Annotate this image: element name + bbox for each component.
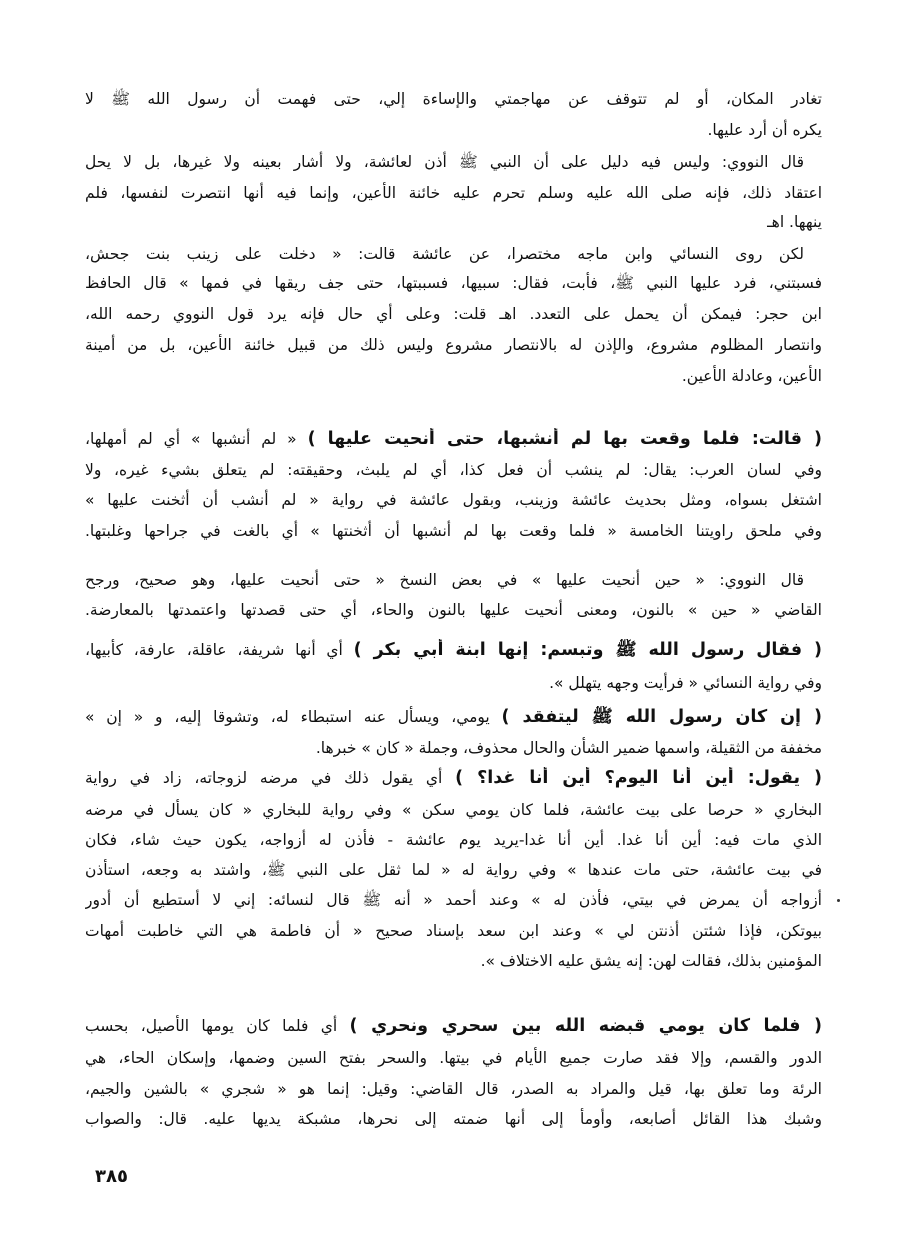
text-line: ابن حجر: فيمكن أن يحمل على التعدد. اهـ قلت: وعلى أي حال فإنه يرد قول النووي رحمه الله، bbox=[85, 305, 822, 323]
text-line: اشتغل بسواه، ومثل بحديث عائشة وزينب، وبقول عائشة في رواية « لم أنشب أن أثخنت عليها » bbox=[85, 491, 822, 509]
text-line: اعتقاد ذلك، فإنه صلى الله عليه وسلم تحرم عليه خائنة الأعين، وإنما فيه أنها انتصرت لنفسها، فلم bbox=[85, 184, 822, 202]
text-line: القاضي « حين » بالنون، ومعنى أنحيت عليها بالنون والحاء، أي حتى قصدتها واعتمدتها بالمعارضة. bbox=[85, 601, 822, 619]
text-line: فسبتني، فرد عليها النبي ﷺ، فأبت، فقال: سبيها، فسببتها، حتى جف ريقها في فمها » قال الحافظ bbox=[85, 274, 822, 292]
text-line: البخاري « حرصا على بيت عائشة، فلما كان يومي سكن » وفي رواية للبخاري « كان يسأل في مرضه bbox=[85, 801, 822, 819]
hadith-quote: ( قالت: فلما وقعت بها لم أنشبها، حتى أنحيت عليها ) bbox=[307, 429, 822, 449]
text-line: تغادر المكان، أو لم تتوقف عن مهاجمتي والإساءة إلي، حتى فهمت أن رسول الله ﷺ لا bbox=[85, 90, 822, 108]
hadith-quote: ( فلما كان يومي قبضه الله بين سحري ونحري ) bbox=[349, 1016, 822, 1036]
text-line: المؤمنين بذلك، فقالت لهن: إنه يشق عليه الاختلاف ». bbox=[480, 952, 822, 970]
text-line: الدور والقسم، وإلا فقد صارت جميع الأيام في بيتها. والسحر بفتح السين وضمها، وإسكان الحاء، هي bbox=[85, 1049, 822, 1067]
text-line: بيوتكن، فإذا شئتن أذنتن لي » وعند ابن سعد بإسناد صحيح « أن فاطمة هي التي خاطبت أمهات bbox=[85, 922, 822, 940]
commentary: أي أنها شريفة، عاقلة، عارفة، كأبيها، bbox=[85, 641, 354, 659]
text-line: قال النووي: « حين أنحيت عليها » في بعض النسخ « حتى أنحيت عليها، وهو صحيح، ورجح bbox=[85, 571, 804, 589]
text-line: أزواجه أن يمرض في بيتي، فأذن له » وعند أحمد « أنه ﷺ قال لنسائه: إني لا أستطيع أن أدور bbox=[85, 891, 822, 909]
text-line: وشبك هذا القائل أصابعه، وأومأ إلى أنها ضمته إلى نحرها، مشبكة يديها عليه. قال: والصواب bbox=[85, 1110, 822, 1128]
text-line: لكن روى النسائي وابن ماجه مختصرا، عن عائشة قالت: « دخلت على زينب بنت جحش، bbox=[85, 245, 804, 263]
text-line: الرئة وما تعلق بها، قيل والمراد به الصدر، قال القاضي: وقيل: إنما هو « شجري » بالشين والجيم، bbox=[85, 1080, 822, 1098]
text-line: ينهها. اهـ bbox=[767, 213, 822, 231]
commentary: أي يقول ذلك في مرضه لزوجاته، زاد في رواية bbox=[85, 769, 456, 787]
text-line: وانتصار المظلوم مشروع، والإذن له بالانتصار مشروع وليس ذلك من قبيل خائنة الأعين، بل من أمينة bbox=[85, 336, 822, 354]
text-line bbox=[85, 639, 822, 661]
text-line: وفي رواية النسائي « فرأيت وجهه يتهلل ». bbox=[549, 674, 822, 692]
commentary: يومي، ويسأل عنه استبطاء له، وتشوقا إليه، و « إن » bbox=[85, 708, 502, 726]
text-line: الذي مات فيه: أين أنا غدا. أين أنا غدا-يريد يوم عائشة - فأذن له أزواجه، يكون حيث شاء، فكان bbox=[85, 831, 822, 849]
scan-speck bbox=[837, 899, 840, 902]
commentary: أي فلما كان يومها الأصيل، بحسب bbox=[85, 1017, 350, 1035]
text-line: وفي ملحق راويتنا الخامسة « فلما وقعت بها لم أنشبها أن أثخنتها » أي بالغت في جراحها وغلبتها. bbox=[85, 522, 822, 540]
text-line: وفي لسان العرب: يقال: لم ينشب أن فعل كذا، أي لم يلبث، وحقيقته: لم يتعلق بشيء غيره، ولا bbox=[85, 461, 822, 479]
hadith-quote: ( فقال رسول الله ﷺ وتبسم: إنها ابنة أبي بكر ) bbox=[353, 640, 822, 660]
page-number: ٣٨٥ bbox=[95, 1166, 128, 1187]
hadith-quote: ( إن كان رسول الله ﷺ ليتفقد ) bbox=[501, 707, 822, 727]
hadith-quote: ( يقول: أين أنا اليوم؟ أين أنا غدا؟ ) bbox=[455, 768, 822, 788]
text-line: الأعين، وعادلة الأعين. bbox=[681, 367, 822, 385]
text-line: في بيت عائشة، حتى مات عندها » وفي رواية له « لما ثقل على النبي ﷺ، واشتد به وجعه، استأذن bbox=[85, 861, 822, 879]
text-line: يكره أن أرد عليها. bbox=[707, 121, 822, 139]
text-line bbox=[85, 1015, 822, 1037]
text-line bbox=[85, 767, 822, 789]
text-line bbox=[85, 428, 822, 450]
commentary: « لم أنشبها » أي لم أمهلها، bbox=[85, 430, 308, 448]
text-line bbox=[85, 706, 822, 728]
text-line: مخففة من الثقيلة، واسمها ضمير الشأن والحال محذوف، وجملة « كان » خبرها. bbox=[315, 739, 822, 757]
text-line: قال النووي: وليس فيه دليل على أن النبي ﷺ أذن لعائشة، ولا أشار بعينه ولا غيرها، بل لا يحل bbox=[85, 153, 804, 171]
